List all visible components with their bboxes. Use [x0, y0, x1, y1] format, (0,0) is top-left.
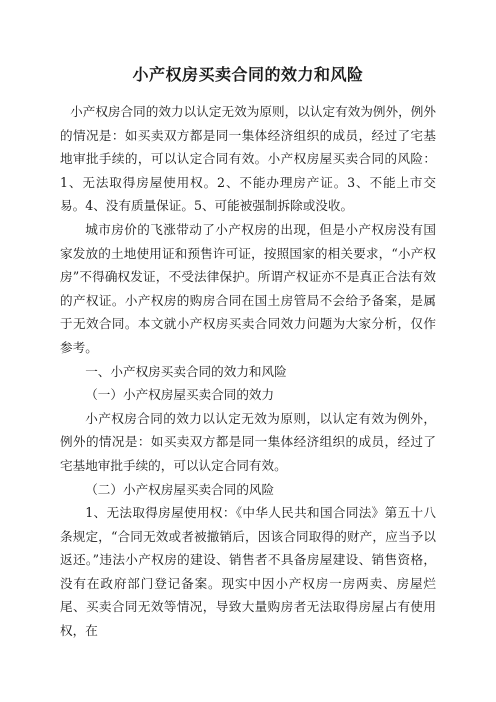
subsection-heading-risks: （二）小产权房屋买卖合同的风险: [85, 481, 275, 497]
document-title: 小产权房买卖合同的效力和风险: [132, 65, 364, 84]
subsection-heading-validity: （一）小产权房屋买卖合同的效力: [85, 387, 275, 403]
section-heading: 一、小产权房买卖合同的效力和风险: [85, 363, 287, 379]
validity-paragraph: 小产权房合同的效力以认定无效为原则，以认定有效为例外，例外的情况是：如买卖双方都是同一集体经济组织的成员，经过了宅基地审批手续的，可以认定合同有效。: [60, 410, 436, 473]
intro-paragraph: 小产权房合同的效力以认定无效为原则，以认定有效为例外，例外的情况是：如买卖双方都是同一集体经济组织的成员，经过了宅基地审批手续的，可以认定合同有效。小产权房屋买卖合同的风险：1、无法取得房屋使用权。2、不能办理房产证。3、不能上市交易。4、没有质量保证。5、可能被强制拆除或没收。: [60, 104, 436, 214]
background-paragraph: 城市房价的飞涨带动了小产权房的出现，但是小产权房没有国家发放的土地使用证和预售许可证，按照国家的相关要求，“小产权房”不得确权发证，不受法律保护。所谓产权证亦不是真正合法有效的产权证。小产权房的购房合同在国土房管局不会给予备案，是属于无效合同。本文就小产权房买卖合同效力问题为大家分析，仅作参考。: [60, 221, 436, 355]
risk-paragraph: 1、无法取得房屋使用权：《中华人民共和国合同法》第五十八条规定，“合同无效或者被撤销后，因该合同取得的财产，应当予以返还。”违法小产权房的建设、销售者不具备房屋建设、销售资格，没有在政府部门登记备案。现实中因小产权房一房两卖、房屋烂尾、买卖合同无效等情况，导致大量购房者无法取得房屋占有使用权，在: [60, 505, 436, 639]
